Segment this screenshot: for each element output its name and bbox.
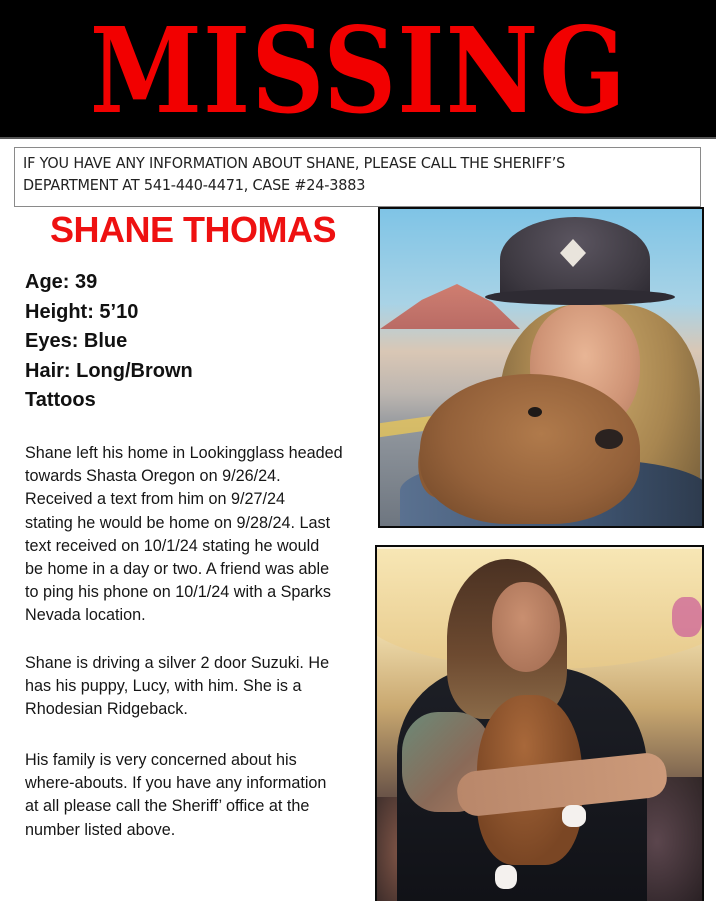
background-object-shape xyxy=(672,597,702,637)
paragraph-line: be home in a day or two. A friend was able xyxy=(25,560,330,579)
paragraph-line: stating he would be home on 9/28/24. Last xyxy=(25,513,331,532)
paragraph-line: text received on 10/1/24 stating he would xyxy=(25,536,320,555)
paragraph-line: Shane left his home in Lookingglass headed xyxy=(25,444,343,462)
paragraph-line: where-abouts. If you have any information xyxy=(25,774,327,793)
stat-height: Height: 5’10 xyxy=(25,300,139,323)
person-name: SHANE THOMAS xyxy=(49,209,336,250)
paragraph-timeline xyxy=(25,442,370,628)
contact-info-line-2: DEPARTMENT AT 541-440-4471, CASE #24-3883 xyxy=(23,176,366,194)
banner-title: MISSING xyxy=(89,0,627,140)
person-stats xyxy=(25,268,193,416)
puppy-paw-shape xyxy=(495,865,517,889)
paragraph-line: Nevada location. xyxy=(25,606,146,625)
stat-hair: Hair: Long/Brown xyxy=(25,359,193,382)
puppy-shape xyxy=(420,374,640,524)
cap-brim-shape xyxy=(485,289,675,305)
stat-eyes: Eyes: Blue xyxy=(25,330,128,352)
puppy-eye-shape xyxy=(528,407,542,417)
paragraph-line: Rhodesian Ridgeback. xyxy=(25,700,188,719)
puppy-paw-shape xyxy=(562,805,586,827)
paragraph-vehicle xyxy=(25,652,370,722)
stat-tattoos: Tattoos xyxy=(25,389,96,411)
paragraph-line: to ping his phone on 10/1/24 with a Sparks xyxy=(25,583,331,602)
paragraph-line: His family is very concerned about his xyxy=(25,751,297,769)
paragraph-line: Shane is driving a silver 2 door Suzuki. He xyxy=(25,654,330,672)
puppy-nose-shape xyxy=(595,429,623,449)
contact-info-line-1: IF YOU HAVE ANY INFORMATION ABOUT SHANE, PLEASE CALL THE SHERIFF’S xyxy=(23,154,566,172)
face-shape xyxy=(492,582,560,672)
contact-info-box xyxy=(14,147,701,207)
paragraph-line: number listed above. xyxy=(25,820,176,839)
paragraph-line: towards Shasta Oregon on 9/26/24. xyxy=(25,467,281,486)
photo-holding-puppy xyxy=(375,545,704,901)
paragraph-line: at all please call the Sheriff’ office at the xyxy=(25,797,310,816)
paragraph-family-concern xyxy=(25,749,370,842)
missing-banner xyxy=(0,0,716,139)
photo-with-cap-and-puppy xyxy=(378,207,704,528)
paragraph-line: Received a text from him on 9/27/24 xyxy=(25,490,286,509)
stat-age: Age: 39 xyxy=(25,271,98,293)
paragraph-line: has his puppy, Lucy, with him. She is a xyxy=(25,677,302,696)
